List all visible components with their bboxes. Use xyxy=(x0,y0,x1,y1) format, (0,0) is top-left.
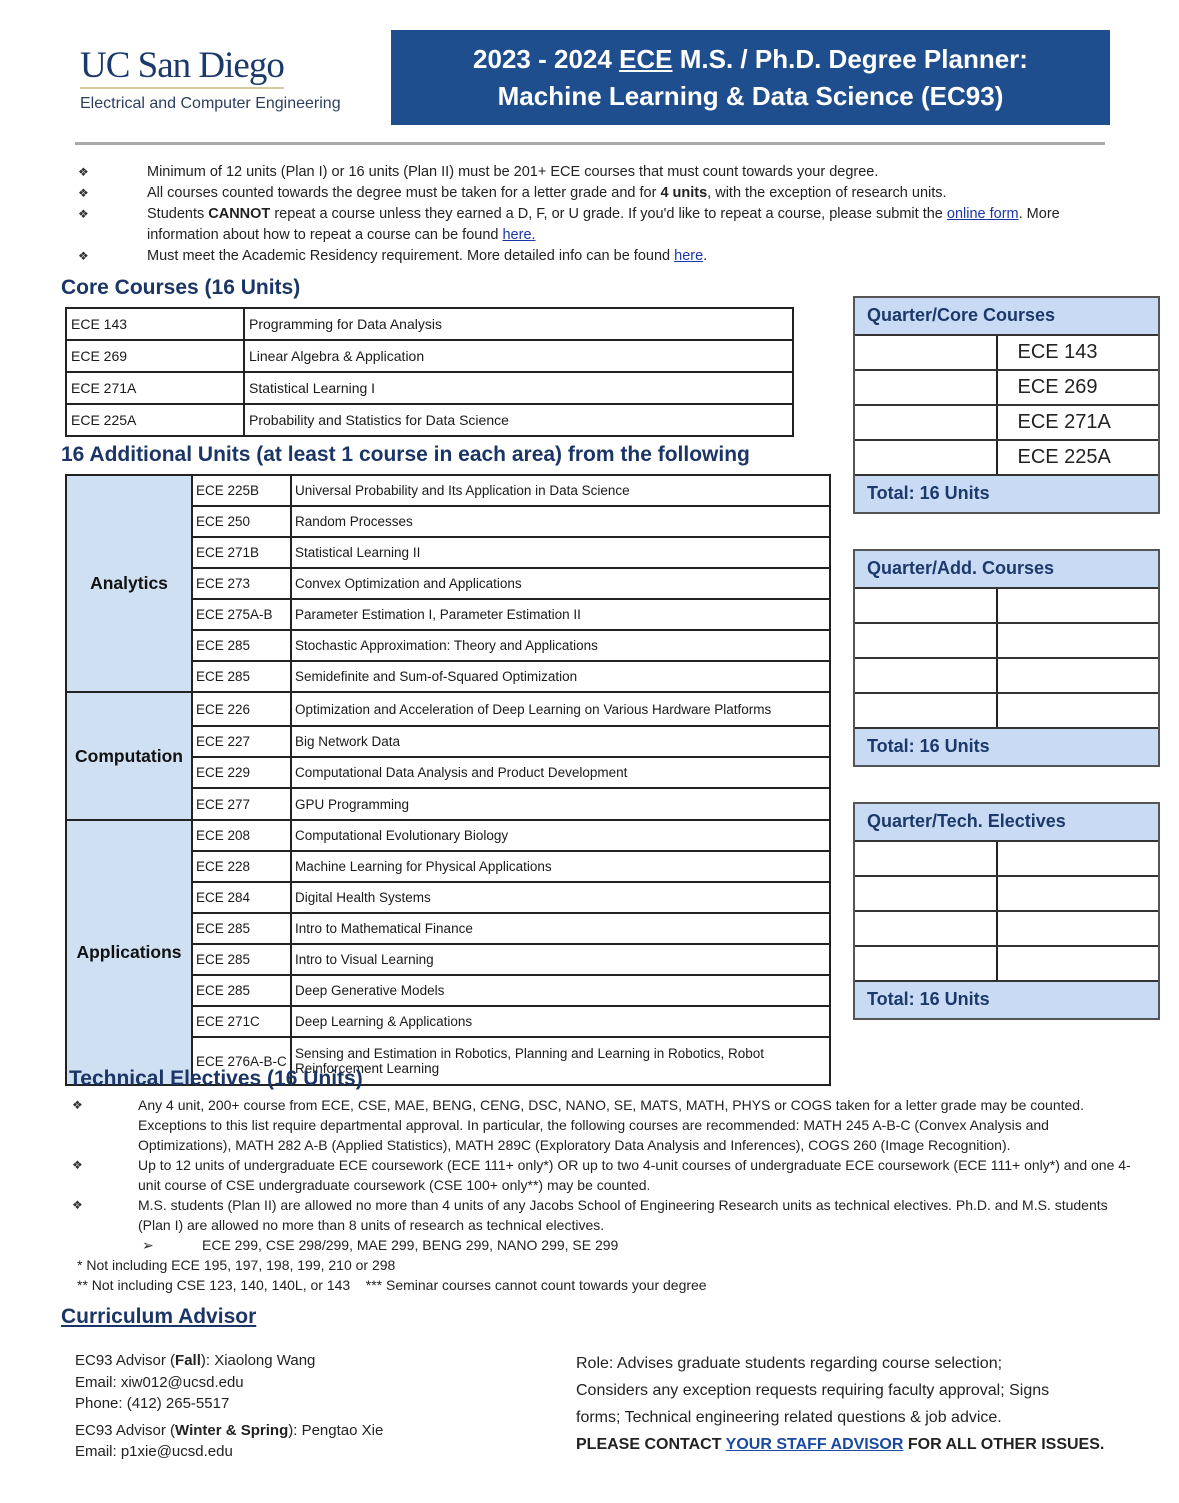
elective-text: Up to 12 units of undergraduate ECE coursework (ECE 111+ only*) OR up to two 4-unit courses of undergraduate ECE coursework (ECE 111+ only*) and one 4-unit course of CSE undergraduate coursework (CSE 100+ only**) may be counted. xyxy=(138,1157,1131,1193)
course-name: Programming for Data Analysis xyxy=(244,308,793,340)
text-span: Students xyxy=(147,206,209,222)
course-code: ECE 271B xyxy=(192,537,291,568)
diamond-bullet-icon: ❖ xyxy=(72,1098,83,1112)
quarter-input-cell[interactable] xyxy=(855,947,998,980)
text-bold: Winter & Spring xyxy=(175,1421,289,1439)
quarter-row xyxy=(855,910,1158,945)
course-name: Statistical Learning I xyxy=(244,372,793,404)
course-code: ECE 228 xyxy=(192,851,291,882)
footnote-1: * Not including ECE 195, 197, 198, 199, 210 or 298 xyxy=(77,1257,396,1273)
text-bold: 4 units xyxy=(660,185,708,201)
additional-course-row xyxy=(66,692,830,726)
quarter-additional-courses-box xyxy=(853,549,1160,767)
requirement-item xyxy=(78,246,1128,267)
requirements-list xyxy=(78,162,1128,267)
fall-advisor-email: Email: xiw012@ucsd.edu xyxy=(75,1373,244,1391)
quarter-row xyxy=(855,589,1158,622)
requirement-text: Minimum of 12 units (Plan I) or 16 units (Plan II) must be 201+ ECE courses that must count towards your degree. xyxy=(147,164,879,180)
quarter-input-cell[interactable] xyxy=(855,406,998,439)
role-text: Considers any exception requests requiring faculty approval; Signs xyxy=(576,1382,1050,1399)
course-code: ECE 271A xyxy=(66,372,244,404)
course-code: ECE 208 xyxy=(192,820,291,851)
course-code: ECE 227 xyxy=(192,726,291,757)
quarter-input-cell[interactable] xyxy=(855,624,998,657)
elective-item xyxy=(72,1195,1132,1235)
core-course-row xyxy=(66,340,793,372)
requirement-text xyxy=(147,204,1128,246)
course-code: ECE 225A xyxy=(66,404,244,436)
quarter-row xyxy=(855,657,1158,692)
core-course-row xyxy=(66,308,793,340)
course-name: Intro to Visual Learning xyxy=(291,944,830,975)
contact-note xyxy=(576,1431,1136,1458)
technical-electives-list xyxy=(72,1095,1132,1295)
online-form-link[interactable]: online form xyxy=(946,206,1019,222)
course-name: Computational Data Analysis and Product Development xyxy=(291,757,830,788)
quarter-row xyxy=(855,369,1158,404)
quarter-row xyxy=(855,336,1158,369)
area-label-analytics: Analytics xyxy=(66,475,192,692)
logo-wordmark: UC San Diego xyxy=(80,46,284,89)
course-name: Convex Optimization and Applications xyxy=(291,568,830,599)
page-title-banner xyxy=(391,30,1110,125)
core-course-row xyxy=(66,404,793,436)
additional-course-row xyxy=(66,475,830,506)
header-divider xyxy=(75,142,1105,145)
elective-item xyxy=(72,1155,1132,1195)
course-code: ECE 226 xyxy=(192,692,291,726)
text-span: EC93 Advisor ( xyxy=(75,1352,176,1369)
requirement-item xyxy=(78,204,1128,246)
course-code: ECE 250 xyxy=(192,506,291,537)
course-code: ECE 229 xyxy=(192,757,291,788)
text-span: FOR ALL OTHER ISSUES. xyxy=(903,1436,1105,1453)
quarter-box-total: Total: 16 Units xyxy=(855,474,1158,512)
staff-advisor-link[interactable]: YOUR STAFF ADVISOR xyxy=(725,1436,904,1453)
repeat-course-info-link[interactable]: here. xyxy=(502,227,536,243)
text-bold: Fall xyxy=(175,1352,201,1369)
course-code: ECE 277 xyxy=(192,788,291,820)
course-name: Probability and Statistics for Data Science xyxy=(244,404,793,436)
requirement-text xyxy=(147,183,1128,204)
course-name: Linear Algebra & Application xyxy=(244,340,793,372)
course-code: ECE 285 xyxy=(192,944,291,975)
ucsd-logo xyxy=(80,46,341,113)
course-code: ECE 271C xyxy=(192,1006,291,1037)
core-courses-heading: Core Courses (16 Units) xyxy=(61,276,301,299)
course-code: ECE 225B xyxy=(192,475,291,506)
quarter-input-cell[interactable] xyxy=(855,441,998,474)
area-label-computation: Computation xyxy=(66,692,192,820)
page-title-line1 xyxy=(473,41,1028,78)
text-span: . xyxy=(703,248,708,264)
text-span: ): Xiaolong Wang xyxy=(200,1352,316,1369)
course-name: Deep Generative Models xyxy=(291,975,830,1006)
advisor-contacts xyxy=(75,1350,383,1463)
course-name: Big Network Data xyxy=(291,726,830,757)
quarter-tech-electives-box xyxy=(853,802,1160,1020)
research-course-list: ECE 299, CSE 298/299, MAE 299, BENG 299, NANO 299, SE 299 xyxy=(202,1237,619,1253)
quarter-row xyxy=(855,622,1158,657)
logo-department: Electrical and Computer Engineering xyxy=(80,95,341,112)
title-degree: M.S. / Ph.D. Degree Planner: xyxy=(672,43,1028,74)
title-year: 2023 - 2024 xyxy=(473,43,620,74)
requirement-item xyxy=(78,183,1128,204)
diamond-bullet-icon: ❖ xyxy=(78,207,89,221)
quarter-box-total: Total: 16 Units xyxy=(855,980,1158,1018)
course-name: Semidefinite and Sum-of-Squared Optimization xyxy=(291,661,830,692)
text-span: All courses counted towards the degree must be taken for a letter grade and for xyxy=(147,185,661,201)
course-name: Sensing and Estimation in Robotics, Planning and Learning in Robotics, Robot Reinforcement Learning xyxy=(291,1037,830,1085)
quarter-box-total: Total: 16 Units xyxy=(855,727,1158,765)
quarter-course-cell[interactable] xyxy=(998,589,1159,622)
quarter-input-cell[interactable] xyxy=(855,694,998,727)
course-name: Optimization and Acceleration of Deep Learning on Various Hardware Platforms xyxy=(291,692,830,726)
requirement-text xyxy=(147,246,1128,267)
quarter-box-title: Quarter/Add. Courses xyxy=(855,551,1158,589)
course-name: Computational Evolutionary Biology xyxy=(291,820,830,851)
elective-subitem xyxy=(72,1235,1132,1255)
quarter-input-cell[interactable] xyxy=(855,877,998,910)
quarter-course-cell[interactable]: ECE 271A xyxy=(1017,411,1111,433)
residency-info-link[interactable]: here xyxy=(674,248,704,264)
text-span: ): Pengtao Xie xyxy=(288,1421,384,1439)
elective-text: Any 4 unit, 200+ course from ECE, CSE, MAE, BENG, CENG, DSC, NANO, SE, MATS, MATH, PHYS or COGS taken for a letter grade may be counted. Exceptions to this list require departmental approval. In particular, the following courses are recommended: MATH 245 A-B-C (Convex Analysis and Optimizations), MATH 282 A-B (Applied Statistics), MATH 289C (Exploratory Data Analysis and Inferences), COGS 260 (Image Recognition). xyxy=(138,1097,1084,1153)
page-title-line2: Machine Learning & Data Science (EC93) xyxy=(497,80,1004,111)
course-name: GPU Programming xyxy=(291,788,830,820)
fall-advisor-phone: Phone: (412) 265-5517 xyxy=(75,1395,230,1412)
quarter-input-cell[interactable] xyxy=(855,589,998,622)
quarter-course-cell[interactable]: ECE 269 xyxy=(1017,376,1098,398)
role-text: forms; Technical engineering related questions & job advice. xyxy=(576,1409,1002,1426)
role-text: Role: Advises graduate students regarding course selection; xyxy=(576,1355,1003,1372)
course-code: ECE 275A-B xyxy=(192,599,291,630)
core-courses-table xyxy=(65,307,794,437)
quarter-input-cell[interactable] xyxy=(855,371,998,404)
arrow-bullet-icon: ➢ xyxy=(142,1237,154,1253)
text-bold: CANNOT xyxy=(208,206,271,222)
course-code: ECE 285 xyxy=(192,975,291,1006)
text-span: . More information about how to repeat a course can be found xyxy=(147,206,1060,243)
course-code: ECE 273 xyxy=(192,568,291,599)
curriculum-advisor-heading: Curriculum Advisor xyxy=(61,1305,257,1328)
quarter-course-cell[interactable] xyxy=(998,659,1159,692)
fall-advisor xyxy=(75,1350,383,1372)
quarter-row xyxy=(855,439,1158,474)
technical-electives-heading: Technical Electives (16 Units) xyxy=(69,1067,363,1090)
course-code: ECE 276A-B-C xyxy=(192,1037,291,1085)
elective-item xyxy=(72,1095,1132,1155)
course-name: Stochastic Approximation: Theory and Applications xyxy=(291,630,830,661)
text-span: , with the exception of research units. xyxy=(707,185,947,201)
course-code: ECE 143 xyxy=(66,308,244,340)
quarter-row xyxy=(855,945,1158,980)
diamond-bullet-icon: ❖ xyxy=(78,165,89,179)
quarter-course-cell[interactable] xyxy=(998,842,1159,875)
core-course-row xyxy=(66,372,793,404)
quarter-input-cell[interactable] xyxy=(855,336,998,369)
quarter-row xyxy=(855,404,1158,439)
quarter-course-cell[interactable] xyxy=(998,947,1159,980)
quarter-course-cell[interactable] xyxy=(998,877,1159,910)
quarter-course-cell[interactable]: ECE 143 xyxy=(1017,341,1098,363)
course-code: ECE 285 xyxy=(192,913,291,944)
course-code: ECE 285 xyxy=(192,630,291,661)
quarter-row xyxy=(855,842,1158,875)
diamond-bullet-icon: ❖ xyxy=(78,249,89,263)
diamond-bullet-icon: ❖ xyxy=(72,1198,83,1212)
course-name: Machine Learning for Physical Applications xyxy=(291,851,830,882)
additional-courses-table xyxy=(65,474,831,1086)
text-span: Must meet the Academic Residency requirement. More detailed info can be found xyxy=(147,248,675,264)
course-name: Statistical Learning II xyxy=(291,537,830,568)
winter-spring-advisor xyxy=(75,1420,383,1442)
quarter-row xyxy=(855,692,1158,727)
text-span: repeat a course unless they earned a D, F, or U grade. If you'd like to repeat a course, please submit the xyxy=(270,206,947,222)
diamond-bullet-icon: ❖ xyxy=(72,1158,83,1172)
quarter-course-cell[interactable] xyxy=(998,912,1159,945)
elective-text: M.S. students (Plan II) are allowed no more than 4 units of any Jacobs School of Engineering Research units as technical electives. Ph.D. and M.S. students (Plan I) are allowed no more than 8 units of research as technical electives. xyxy=(138,1197,1108,1233)
quarter-course-cell[interactable] xyxy=(998,624,1159,657)
quarter-core-courses-box xyxy=(853,296,1160,514)
winter-spring-advisor-email: Email: p1xie@ucsd.edu xyxy=(75,1443,233,1460)
quarter-course-cell[interactable] xyxy=(998,694,1159,727)
course-name: Parameter Estimation I, Parameter Estimation II xyxy=(291,599,830,630)
course-name: Intro to Mathematical Finance xyxy=(291,913,830,944)
course-name: Random Processes xyxy=(291,506,830,537)
text-span: EC93 Advisor ( xyxy=(75,1421,176,1439)
quarter-input-cell[interactable] xyxy=(855,842,998,875)
quarter-course-cell[interactable]: ECE 225A xyxy=(1017,446,1111,468)
quarter-box-title: Quarter/Core Courses xyxy=(855,298,1158,336)
quarter-input-cell[interactable] xyxy=(855,912,998,945)
course-name: Universal Probability and Its Application in Data Science xyxy=(291,475,830,506)
quarter-box-title: Quarter/Tech. Electives xyxy=(855,804,1158,842)
advisor-role xyxy=(576,1350,1136,1458)
additional-units-heading: 16 Additional Units (at least 1 course in each area) from the following xyxy=(61,443,750,466)
course-name: Digital Health Systems xyxy=(291,882,830,913)
title-ece: ECE xyxy=(619,43,673,74)
quarter-input-cell[interactable] xyxy=(855,659,998,692)
requirement-item xyxy=(78,162,1128,183)
course-code: ECE 269 xyxy=(66,340,244,372)
course-code: ECE 284 xyxy=(192,882,291,913)
text-span: PLEASE CONTACT xyxy=(576,1436,726,1453)
footnote-2: ** Not including CSE 123, 140, 140L, or 143 *** Seminar courses cannot count towards your degree xyxy=(77,1277,707,1293)
area-label-applications: Applications xyxy=(66,820,192,1085)
course-name: Deep Learning & Applications xyxy=(291,1006,830,1037)
quarter-row xyxy=(855,875,1158,910)
course-code: ECE 285 xyxy=(192,661,291,692)
additional-course-row xyxy=(66,820,830,851)
diamond-bullet-icon: ❖ xyxy=(78,186,89,200)
